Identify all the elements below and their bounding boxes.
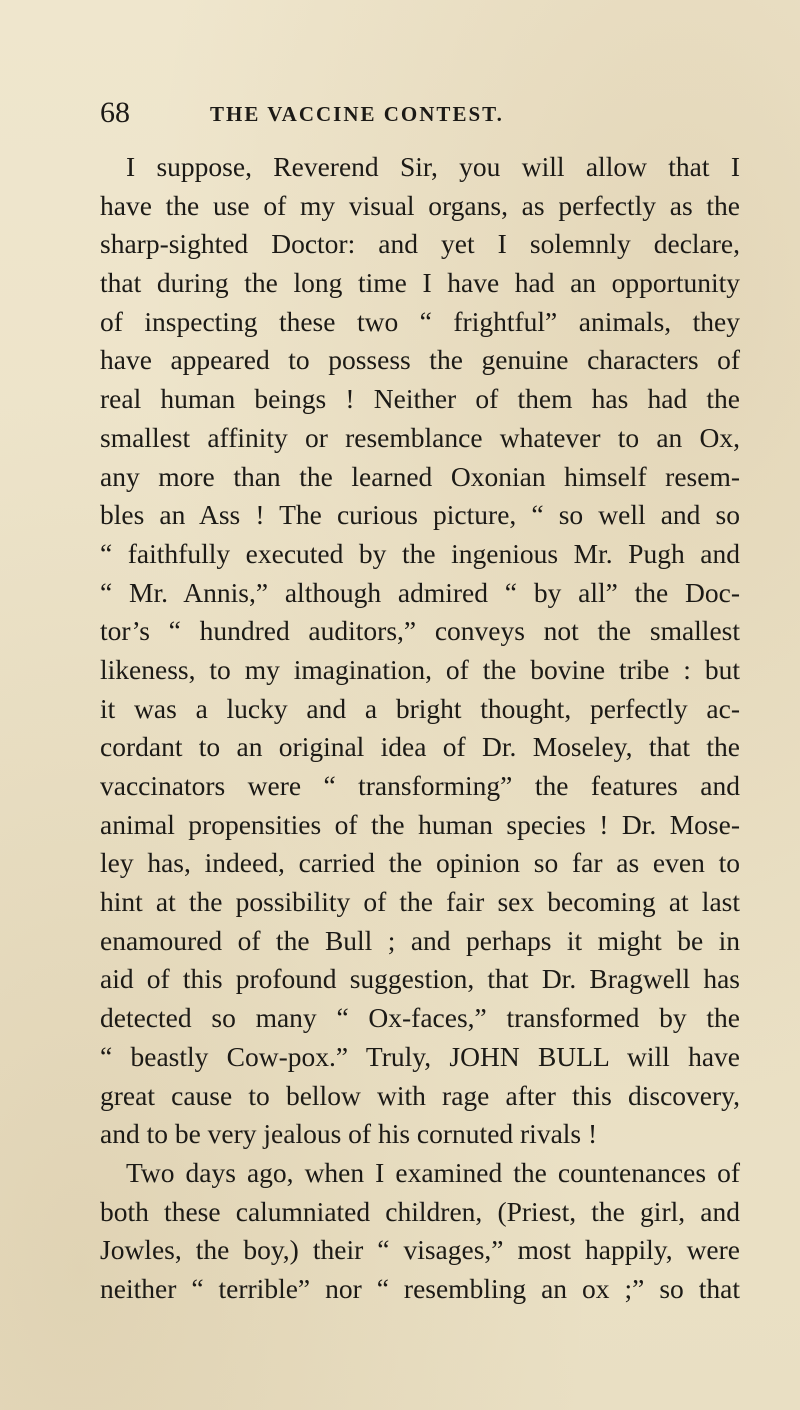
text-line: “ beastly Cow-pox.” Truly, JOHN BULL will have: [100, 1040, 740, 1072]
text-line: have the use of my visual organs, as perfectly as the: [100, 189, 740, 221]
text-line: hint at the possibility of the fair sex becoming at last: [100, 886, 740, 918]
text-line: that during the long time I have had an opportunity: [100, 267, 740, 299]
text-line: “ Mr. Annis,” although admired “ by all” the Doc-: [100, 576, 740, 608]
text-line: of inspecting these two “ frightful” animals, they: [100, 305, 740, 337]
page-number: 68: [100, 96, 130, 129]
text-line: have appeared to possess the genuine characters of: [100, 344, 740, 376]
text-line: animal propensities of the human species ! Dr. Mose-: [100, 808, 740, 840]
text-line: any more than the learned Oxonian himself resem-: [100, 460, 740, 492]
text-line: it was a lucky and a bright thought, perfectly ac-: [100, 692, 740, 724]
text-line: sharp-sighted Doctor: and yet I solemnly declare,: [100, 228, 740, 260]
text-line: “ faithfully executed by the ingenious Mr. Pugh and: [100, 537, 740, 569]
text-line: tor’s “ hundred auditors,” conveys not the smallest: [100, 615, 740, 647]
running-title: THE VACCINE CONTEST.: [210, 102, 504, 126]
text-line: I suppose, Reverend Sir, you will allow that I: [126, 151, 740, 182]
text-line: neither “ terrible” nor “ resembling an ox ;” so that: [100, 1272, 740, 1304]
text-line: both these calumniated children, (Priest, the girl, and: [100, 1195, 740, 1227]
text-line: likeness, to my imagination, of the bovine tribe : but: [100, 653, 740, 685]
text-line: enamoured of the Bull ; and perhaps it might be in: [100, 924, 740, 956]
text-line: detected so many “ Ox-faces,” transformed by the: [100, 1002, 740, 1034]
text-line: and to be very jealous of his cornuted rivals !: [100, 1118, 598, 1150]
text-line: aid of this profound suggestion, that Dr. Bragwell has: [100, 963, 740, 995]
text-line: bles an Ass ! The curious picture, “ so well and so: [100, 499, 740, 531]
text-line: Jowles, the boy,) their “ visages,” most happily, were: [100, 1234, 740, 1266]
text-line: real human beings ! Neither of them has had the: [100, 383, 740, 415]
text-line: Two days ago, when I examined the countenances of: [126, 1156, 740, 1188]
text-line: great cause to bellow with rage after this discovery,: [100, 1079, 740, 1111]
running-head: [100, 95, 740, 131]
text-line: cordant to an original idea of Dr. Moseley, that the: [100, 731, 740, 763]
text-line: smallest affinity or resemblance whatever to an Ox,: [100, 421, 740, 453]
text-line: vaccinators were “ transforming” the features and: [100, 770, 740, 801]
body-text: [100, 148, 740, 1309]
text-line: ley has, indeed, carried the opinion so far as even to: [100, 847, 740, 879]
